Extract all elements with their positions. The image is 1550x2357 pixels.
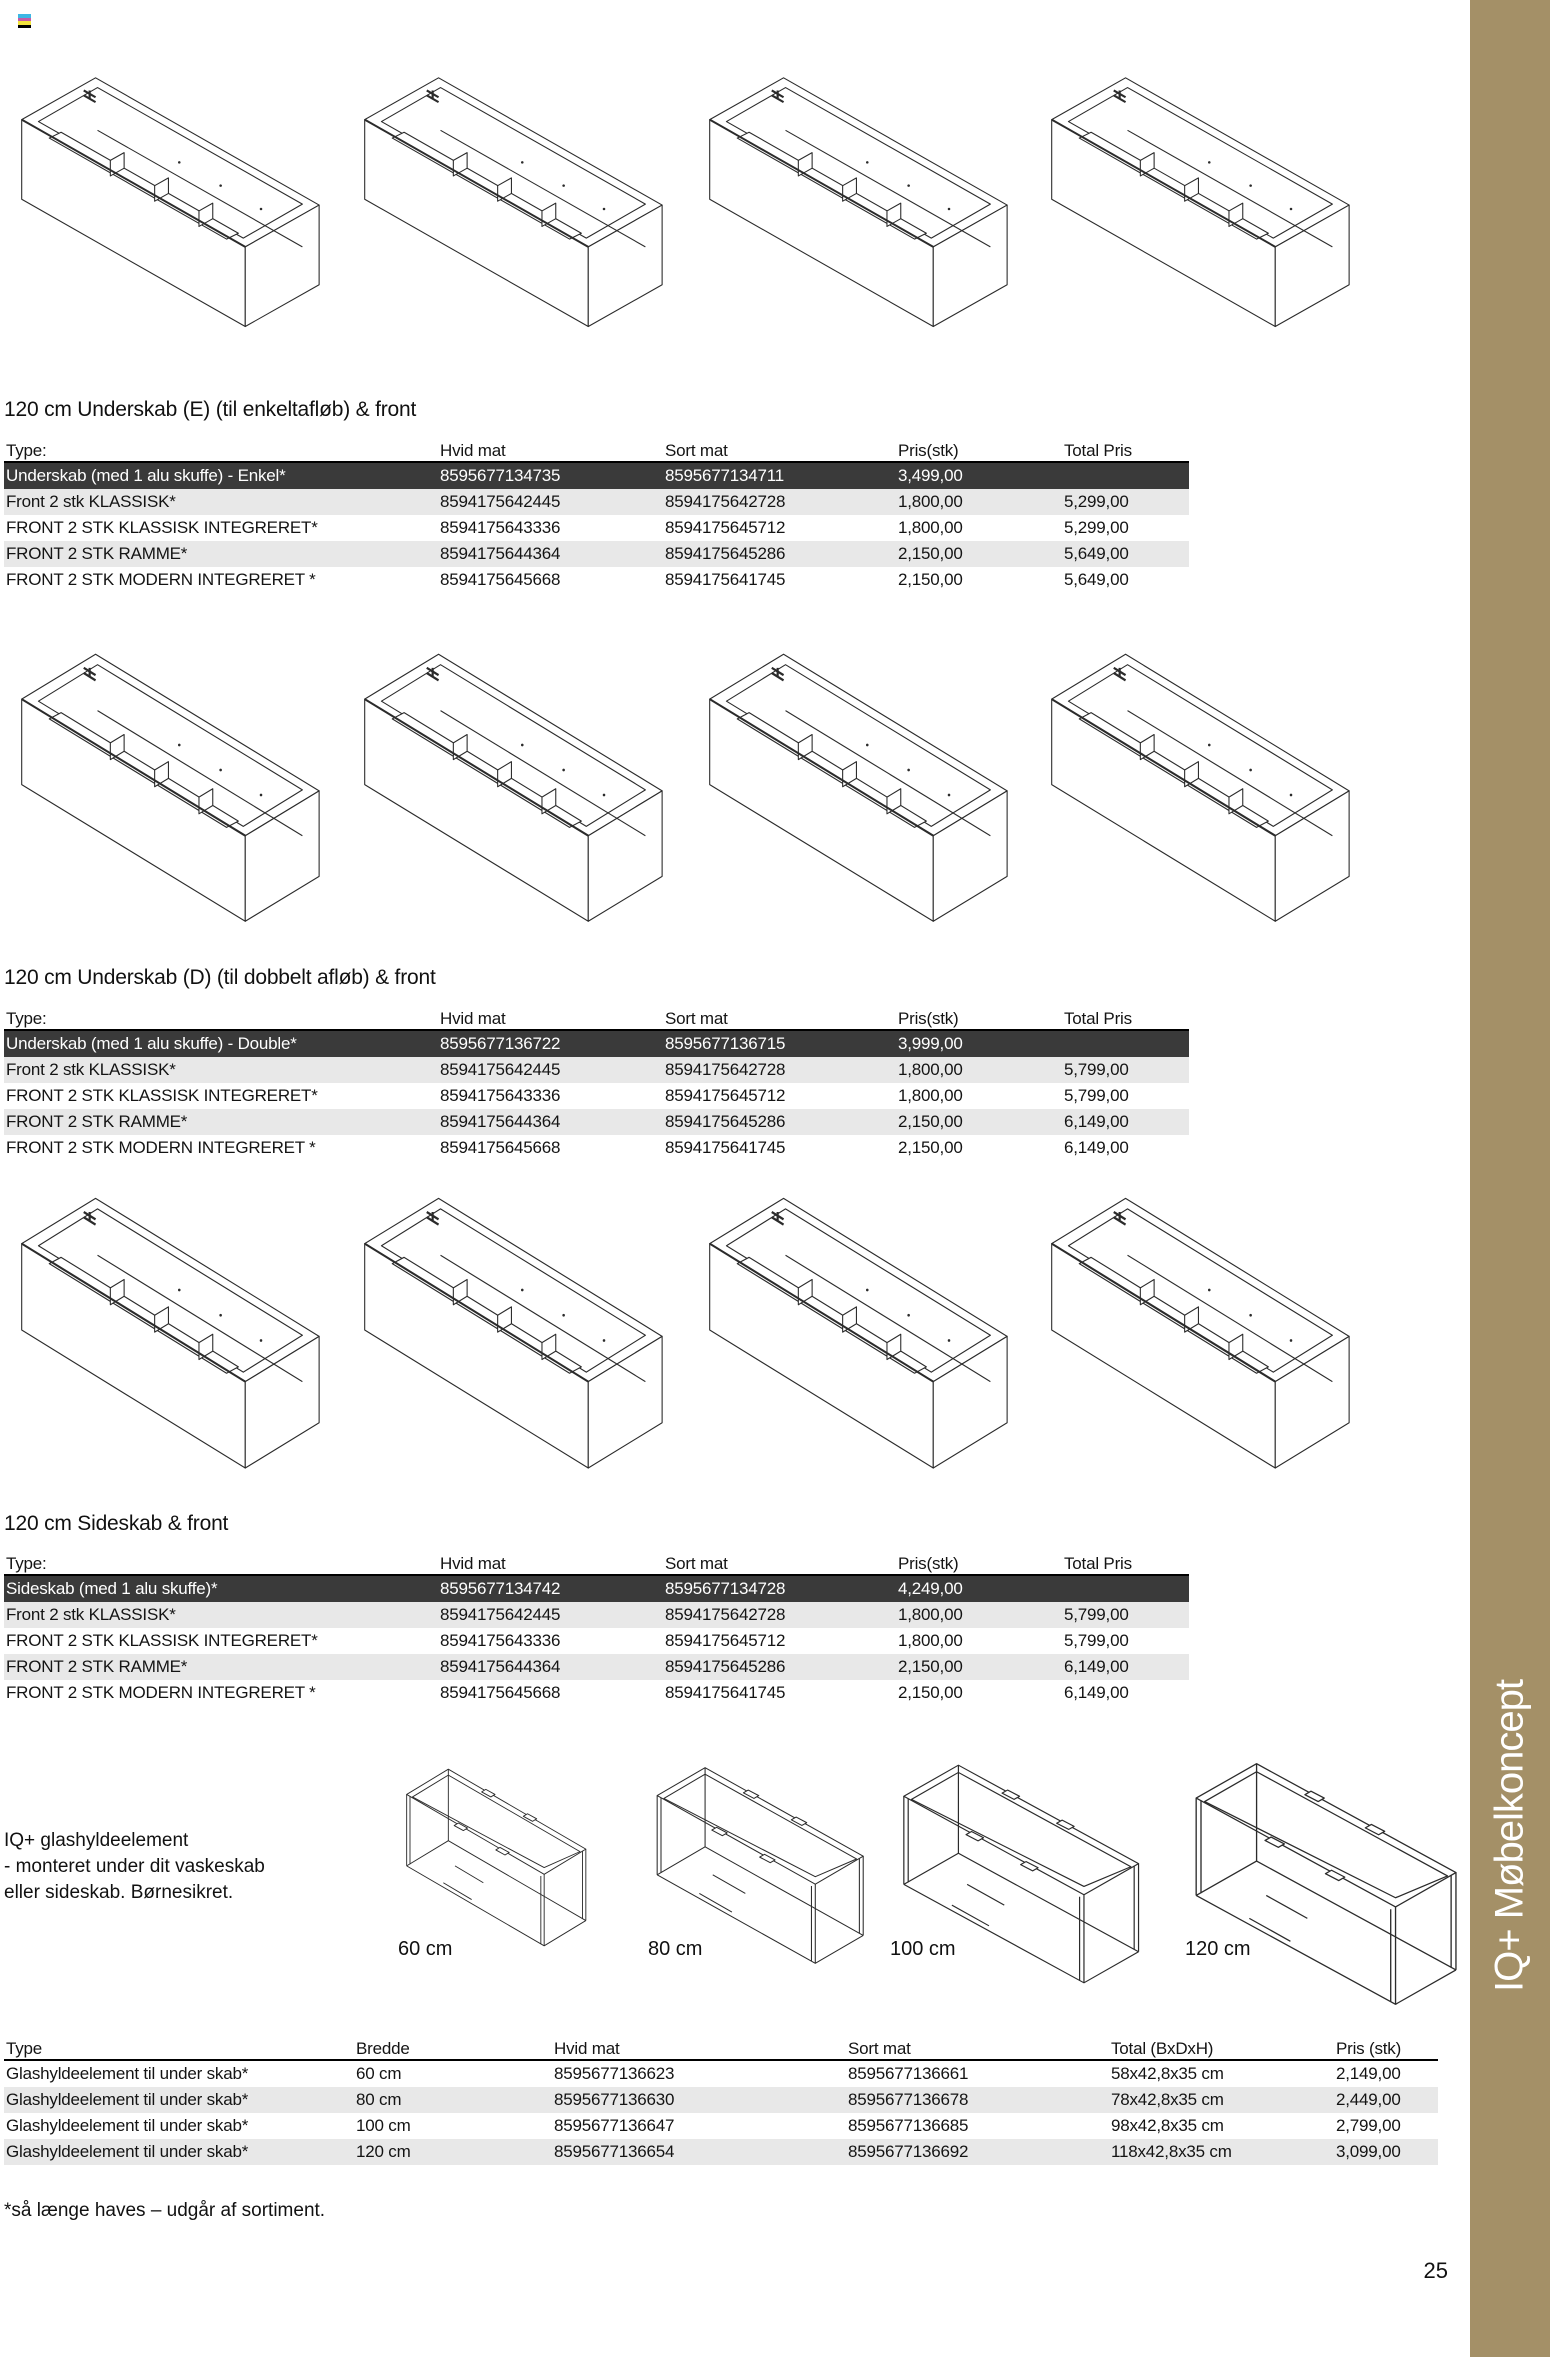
column-header: Type:	[6, 441, 47, 460]
table-row	[4, 2139, 1438, 2165]
table-cell: 1,800,00	[898, 1605, 963, 1624]
table-cell: Glashyldeelement til under skab*	[6, 2090, 249, 2109]
table-cell: 8594175645712	[665, 518, 786, 537]
column-header: Hvid mat	[440, 441, 506, 460]
size-label: 80 cm	[648, 1938, 703, 1960]
table-cell: 120 cm	[356, 2142, 411, 2161]
table-cell: Glashyldeelement til under skab*	[6, 2142, 249, 2161]
table-cell: 2,149,00	[1336, 2064, 1401, 2083]
table-cell: 8595677136647	[554, 2116, 675, 2135]
glass-section-text	[4, 1828, 265, 1906]
table-cell: 8595677136722	[440, 1034, 561, 1053]
table-cell: 80 cm	[356, 2090, 402, 2109]
table-cell: 8594175641745	[665, 1683, 786, 1702]
table-cell: Underskab (med 1 alu skuffe) - Double*	[6, 1034, 297, 1053]
table-cell: FRONT 2 STK RAMME*	[6, 1657, 188, 1676]
table-cell: 8595677136654	[554, 2142, 675, 2161]
table-cell: 8594175642445	[440, 1605, 561, 1624]
footnote: *så længe haves – udgår af sortiment.	[4, 2200, 326, 2221]
table-cell: Sideskab (med 1 alu skuffe)*	[6, 1579, 218, 1598]
table-cell: 58x42,8x35 cm	[1111, 2064, 1224, 2083]
table-cell: 5,649,00	[1064, 570, 1129, 589]
table-cell: 8595677136692	[848, 2142, 969, 2161]
table-cell: 8595677136715	[665, 1034, 786, 1053]
column-header: Pris (stk)	[1336, 2039, 1402, 2058]
column-header: Sort mat	[665, 1554, 728, 1573]
table-cell: 3,099,00	[1336, 2142, 1401, 2161]
size-label: 100 cm	[890, 1938, 956, 1960]
table-cell	[1062, 1031, 1189, 1057]
table-row	[4, 1031, 1189, 1057]
table-cell: 8594175645668	[440, 1683, 561, 1702]
column-header: Total Pris	[1064, 441, 1132, 460]
table-cell: 6,149,00	[1064, 1138, 1129, 1157]
table-cell	[1062, 1576, 1189, 1602]
section-heading: 120 cm Sideskab & front	[4, 1512, 229, 1535]
table-cell: 5,799,00	[1064, 1631, 1129, 1650]
table-cell: 5,799,00	[1064, 1605, 1129, 1624]
table-cell: 8594175643336	[440, 1086, 561, 1105]
column-header: Type:	[6, 1554, 47, 1573]
table-cell: 98x42,8x35 cm	[1111, 2116, 1224, 2135]
table-cell: 2,150,00	[898, 1683, 963, 1702]
table-row	[4, 541, 1189, 567]
column-header: Hvid mat	[440, 1554, 506, 1573]
table-row	[4, 1628, 1189, 1654]
table-cell: 8595677136685	[848, 2116, 969, 2135]
table-cell: FRONT 2 STK KLASSISK INTEGRERET*	[6, 1631, 318, 1650]
sidebar-title: IQ+ Møbelkoncept	[1487, 1680, 1532, 1992]
column-header: Type:	[6, 1009, 47, 1028]
table-cell: 2,150,00	[898, 1112, 963, 1131]
table-cell: 1,800,00	[898, 1060, 963, 1079]
table-cell: FRONT 2 STK RAMME*	[6, 1112, 188, 1131]
table-cell: 6,149,00	[1064, 1657, 1129, 1676]
table-row	[4, 463, 1189, 489]
column-header: Total Pris	[1064, 1554, 1132, 1573]
cabinet-drawing	[345, 72, 670, 344]
table-header-row	[4, 1008, 1189, 1031]
table-cell	[1062, 463, 1189, 489]
table-header-row	[4, 2038, 1438, 2061]
table-cell: 8594175645286	[665, 1657, 786, 1676]
table-cell: 8595677136678	[848, 2090, 969, 2109]
column-header: Sort mat	[848, 2039, 911, 2058]
table-cell: FRONT 2 STK KLASSISK INTEGRERET*	[6, 518, 318, 537]
table-cell: 3,499,00	[898, 466, 963, 485]
table-header-row	[4, 1553, 1189, 1576]
product-table	[4, 440, 1189, 593]
table-cell: 8594175641745	[665, 1138, 786, 1157]
regmark-black-bar	[18, 25, 31, 29]
product-table	[4, 1553, 1189, 1706]
table-cell: 5,299,00	[1064, 492, 1129, 511]
table-cell: 8594175645286	[665, 544, 786, 563]
table-cell: 8595677134711	[665, 466, 785, 485]
table-cell: 8594175642445	[440, 1060, 561, 1079]
table-row	[4, 567, 1189, 593]
column-header: Total (BxDxH)	[1111, 2039, 1214, 2058]
product-table	[4, 1008, 1189, 1161]
table-cell: 100 cm	[356, 2116, 411, 2135]
table-cell: Front 2 stk KLASSISK*	[6, 1605, 176, 1624]
table-row	[4, 1083, 1189, 1109]
table-cell: Underskab (med 1 alu skuffe) - Enkel*	[6, 466, 286, 485]
table-cell: 8594175642728	[665, 1605, 786, 1624]
table-row	[4, 1576, 1189, 1602]
cabinet-drawing	[2, 648, 327, 940]
table-cell: 8594175645712	[665, 1086, 786, 1105]
table-row	[4, 2113, 1438, 2139]
column-header: Sort mat	[665, 1009, 728, 1028]
table-cell: 8594175645712	[665, 1631, 786, 1650]
column-header: Hvid mat	[440, 1009, 506, 1028]
page-number: 25	[1423, 2258, 1448, 2283]
table-cell: 8595677136661	[848, 2064, 969, 2083]
table-cell: 1,800,00	[898, 492, 963, 511]
table-cell: 8594175644364	[440, 544, 561, 563]
cabinet-drawing	[1032, 1192, 1357, 1487]
table-cell: 2,150,00	[898, 1657, 963, 1676]
table-cell: 1,800,00	[898, 1631, 963, 1650]
table-cell: FRONT 2 STK RAMME*	[6, 544, 188, 563]
table-cell: 5,649,00	[1064, 544, 1129, 563]
cabinet-drawing	[690, 72, 1015, 344]
table-cell: 4,249,00	[898, 1579, 963, 1598]
table-cell: 8594175642728	[665, 1060, 786, 1079]
cabinet-drawing	[345, 1192, 670, 1487]
table-cell: 6,149,00	[1064, 1112, 1129, 1131]
table-cell: 8595677134728	[665, 1579, 786, 1598]
glass-shelf-drawing	[1172, 1758, 1462, 2010]
table-cell: 8595677134742	[440, 1579, 561, 1598]
table-cell: 6,149,00	[1064, 1683, 1129, 1702]
table-cell: 8594175642445	[440, 492, 561, 511]
table-cell: 2,150,00	[898, 570, 963, 589]
table-cell: 8595677134735	[440, 466, 561, 485]
table-cell: 1,800,00	[898, 518, 963, 537]
cabinet-drawing	[1032, 72, 1357, 344]
table-cell: 60 cm	[356, 2064, 402, 2083]
size-label: 60 cm	[398, 1938, 453, 1960]
table-cell: 2,449,00	[1336, 2090, 1401, 2109]
glass-intro-line: - monteret under dit vaskeskab	[4, 1856, 265, 1877]
table-row	[4, 2061, 1438, 2087]
column-header: Pris(stk)	[898, 1009, 959, 1028]
table-cell: Glashyldeelement til under skab*	[6, 2064, 249, 2083]
column-header: Hvid mat	[554, 2039, 620, 2058]
table-cell: Front 2 stk KLASSISK*	[6, 1060, 176, 1079]
glass-table	[4, 2038, 1438, 2165]
cabinet-drawing	[2, 72, 327, 344]
cabinet-drawing	[2, 1192, 327, 1487]
table-cell: 8594175641745	[665, 570, 786, 589]
section-heading: 120 cm Underskab (D) (til dobbelt afløb) & front	[4, 966, 436, 989]
table-row	[4, 515, 1189, 541]
column-header: Bredde	[356, 2039, 410, 2058]
cabinet-drawing	[690, 1192, 1015, 1487]
table-row	[4, 1680, 1189, 1706]
table-row	[4, 1654, 1189, 1680]
table-cell: 5,299,00	[1064, 518, 1129, 537]
table-cell: 8594175645286	[665, 1112, 786, 1131]
table-cell: 5,799,00	[1064, 1060, 1129, 1079]
glass-intro-line: eller sideskab. Børnesikret.	[4, 1882, 234, 1903]
table-cell: FRONT 2 STK KLASSISK INTEGRERET*	[6, 1086, 318, 1105]
column-header: Pris(stk)	[898, 441, 959, 460]
table-cell: Glashyldeelement til under skab*	[6, 2116, 249, 2135]
table-cell: 3,999,00	[898, 1034, 963, 1053]
table-cell: 2,799,00	[1336, 2116, 1401, 2135]
table-row	[4, 1109, 1189, 1135]
table-cell: 2,150,00	[898, 544, 963, 563]
table-cell: 8594175643336	[440, 1631, 561, 1650]
glass-intro-line: IQ+ glashyldeelement	[4, 1830, 189, 1851]
table-cell: 8594175642728	[665, 492, 786, 511]
table-row	[4, 1602, 1189, 1628]
column-header: Type	[6, 2039, 43, 2058]
table-cell: 8594175645668	[440, 1138, 561, 1157]
table-cell: 8594175644364	[440, 1112, 561, 1131]
print-registration-mark	[18, 14, 31, 28]
table-cell: 8594175644364	[440, 1657, 561, 1676]
section-heading: 120 cm Underskab (E) (til enkeltafløb) & front	[4, 398, 417, 421]
table-cell: 8594175643336	[440, 518, 561, 537]
cabinet-drawing	[690, 648, 1015, 940]
table-row	[4, 489, 1189, 515]
table-cell: Front 2 stk KLASSISK*	[6, 492, 176, 511]
table-row	[4, 1135, 1189, 1161]
column-header: Sort mat	[665, 441, 728, 460]
table-cell: 8595677136630	[554, 2090, 675, 2109]
table-cell: 8594175645668	[440, 570, 561, 589]
cabinet-drawing	[345, 648, 670, 940]
table-cell: 2,150,00	[898, 1138, 963, 1157]
table-cell: 118x42,8x35 cm	[1111, 2142, 1232, 2161]
table-row	[4, 1057, 1189, 1083]
table-cell: 5,799,00	[1064, 1086, 1129, 1105]
table-cell: 78x42,8x35 cm	[1111, 2090, 1224, 2109]
cabinet-drawing	[1032, 648, 1357, 940]
table-cell: FRONT 2 STK MODERN INTEGRERET *	[6, 570, 316, 589]
table-cell: 8595677136623	[554, 2064, 675, 2083]
column-header: Pris(stk)	[898, 1554, 959, 1573]
table-cell: 1,800,00	[898, 1086, 963, 1105]
table-row	[4, 2087, 1438, 2113]
table-header-row	[4, 440, 1189, 463]
column-header: Total Pris	[1064, 1009, 1132, 1028]
size-label: 120 cm	[1185, 1938, 1251, 1960]
table-cell: FRONT 2 STK MODERN INTEGRERET *	[6, 1683, 316, 1702]
table-cell: FRONT 2 STK MODERN INTEGRERET *	[6, 1138, 316, 1157]
glass-shelf-drawing	[390, 1765, 590, 1950]
